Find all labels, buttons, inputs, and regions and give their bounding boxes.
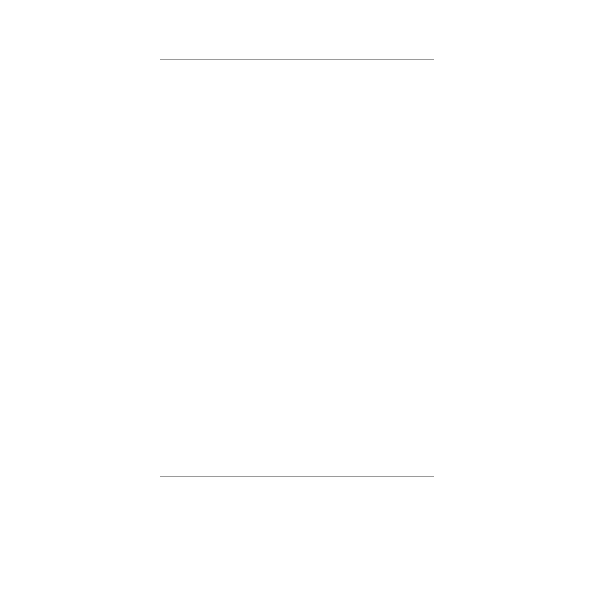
running-header [160,46,434,60]
section-divider [160,476,434,477]
